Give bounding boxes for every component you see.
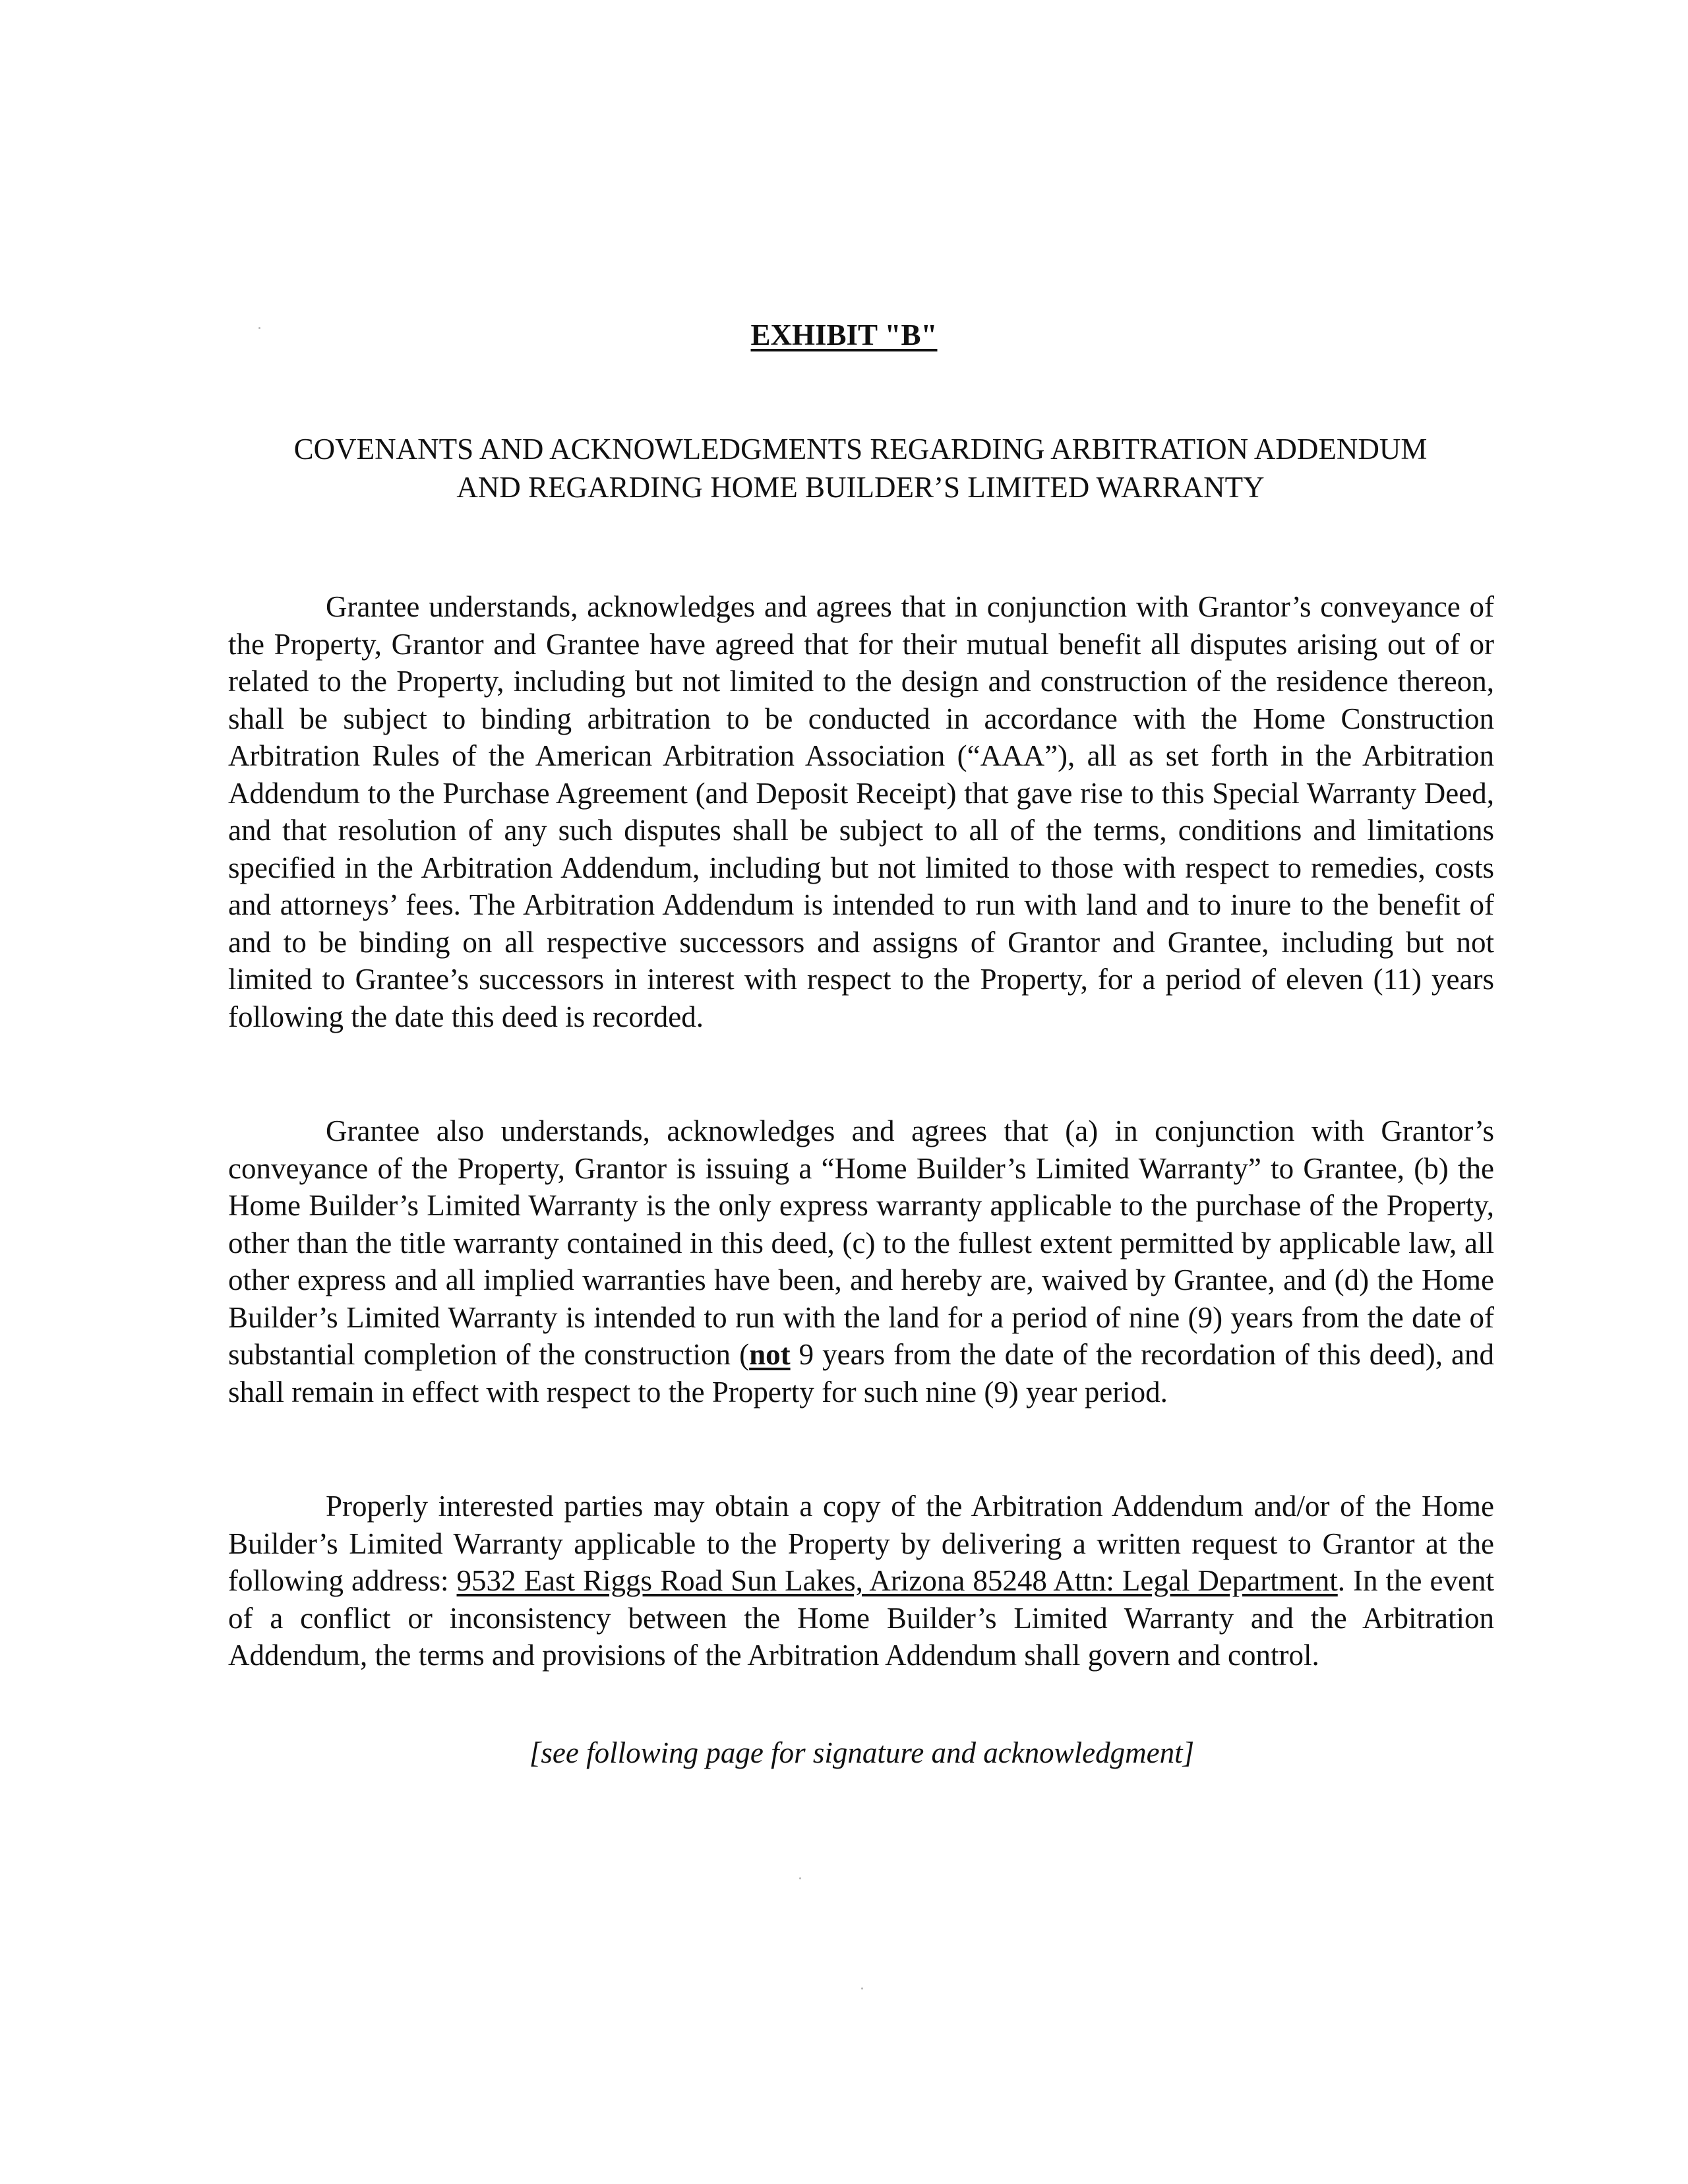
exhibit-title: EXHIBIT "B" — [750, 318, 938, 351]
warranty-paragraph — [228, 1112, 1494, 1410]
scan-speck — [258, 327, 260, 329]
copy-request-text-part-2: . In the event of a conflict or inconsistency between the Home Builder’s Limited Warranty and the Arbitration Addendum, the terms and provisions of the Arbitration Addendum shall govern and control. — [228, 1564, 1494, 1672]
scan-speck — [861, 1987, 863, 1989]
warranty-text-part-2: 9 years from the date of the recordation of this deed), and shall remain in effect with respect to the Property for such nine (9) year period. — [228, 1338, 1494, 1409]
arbitration-paragraph: Grantee understands, acknowledges and agrees that in conjunction with Grantor’s conveyance of the Property, Grantor and Grantee have agreed that for their mutual benefit all disputes arising out of or related to the Property, including but not limited to the design and construction of the residence thereon, shall be subject to binding arbitration to be conducted in accordance with the Home Construction Arbitration Rules of the American Arbitration Association (“AAA”), all as set forth in the Arbitration Addendum to the Purchase Agreement (and Deposit Receipt) that gave rise to this Special Warranty Deed, and that resolution of any such disputes shall be subject to all of the terms, conditions and limitations specified in the Arbitration Addendum, including but not limited to those with respect to remedies, costs and attorneys’ fees. The Arbitration Addendum is intended to run with land and to inure to the benefit of and to be binding on all respective successors and assigns of Grantor and Grantee, including but not limited to Grantee’s successors in interest with respect to the Property, for a period of eleven (11) years following the date this deed is recorded. — [228, 590, 1494, 1033]
subtitle-line-1: COVENANTS AND ACKNOWLEDGMENTS REGARDING ARBITRATION ADDENDUM — [293, 433, 1428, 466]
scan-speck — [799, 1877, 801, 1879]
document-subtitle — [218, 430, 1503, 506]
emphasis-not: not — [749, 1338, 791, 1371]
signature-page-note: [see following page for signature and acknowledgment] — [529, 1736, 1195, 1769]
copy-request-paragraph — [228, 1488, 1494, 1674]
copy-request-text-part-1: Properly interested parties may obtain a copy of the Arbitration Addendum and/or of the Home Builder’s Limited Warranty applicable to the Property by delivering a written request to Grantor at the following address: — [228, 1490, 1494, 1597]
warranty-text-part-1: Grantee also understands, acknowledges and agrees that (a) in conjunction with Grantor’s conveyance of the Property, Grantor is issuing a “Home Builder’s Limited Warranty” to Grantee, (b) the Home Builder’s Limited Warranty is the only express warranty applicable to the purchase of the Property, other than the title warranty contained in this deed, (c) to the fullest extent permitted by applicable law, all other express and all implied warranties have been, and hereby are, waived by Grantee, and (d) the Home Builder’s Limited Warranty is intended to run with the land for a period of nine (9) years from the date of substantial completion of the construction ( — [228, 1114, 1494, 1371]
grantor-address: 9532 East Riggs Road Sun Lakes, Arizona 85248 Attn: Legal Department — [456, 1564, 1338, 1597]
subtitle-line-2: AND REGARDING HOME BUILDER’S LIMITED WARRANTY — [456, 471, 1265, 504]
